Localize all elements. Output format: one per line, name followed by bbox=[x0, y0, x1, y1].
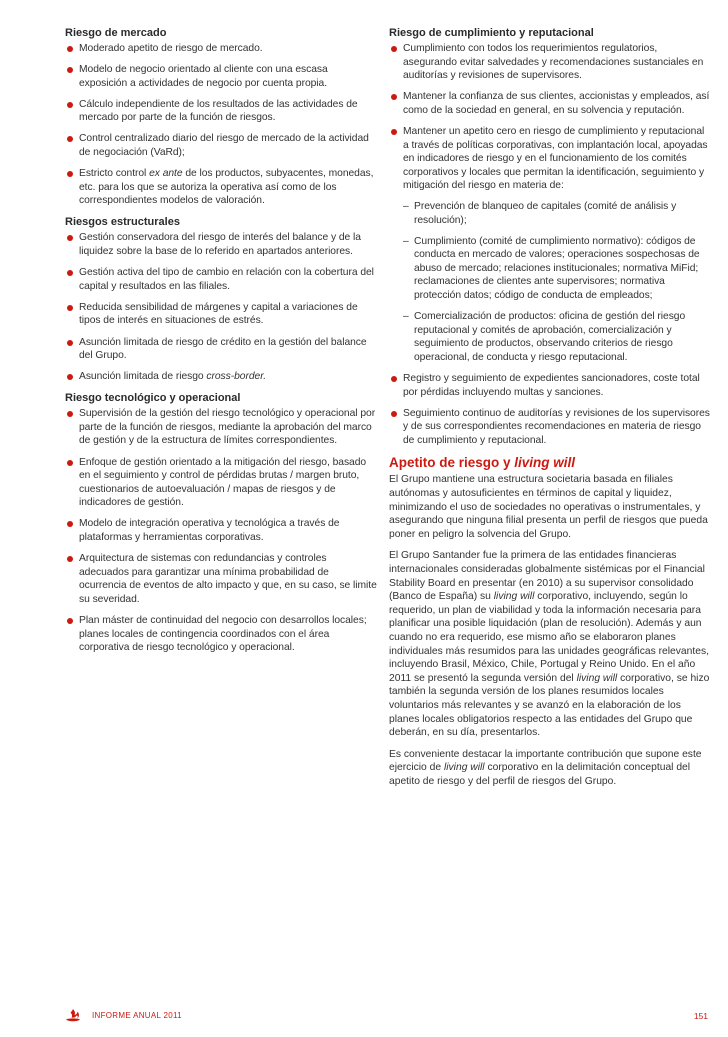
item-emphasis: ex ante bbox=[149, 168, 183, 180]
structural-risks-list bbox=[65, 231, 377, 383]
section-title-structural-risks: Riesgos estructurales bbox=[65, 216, 180, 229]
sub-list-item: – Cumplimiento (comité de cumplimiento normativo): códigos de conducta en mercado de valores; operaciones sospechosas de abuso de mercado; relaciones institucionales; normativa MiFid; reclamaciones de clientes ante supervisores; normativa protección datos; código de conducta de empleados; bbox=[403, 235, 711, 303]
title-text: Apetito de riesgo y bbox=[389, 455, 515, 471]
page-number: 151 bbox=[693, 1011, 708, 1021]
section-title-risk-appetite-living-will bbox=[389, 455, 711, 471]
list-item: Mantener la confianza de sus clientes, accionistas y empleados, así como de la sociedad en general, en su solvencia y reputación. bbox=[389, 90, 711, 117]
item-text: de los productos, subyacentes, monedas, etc. para los que se autoriza la operativa así como de los correspondientes modelos de valoración. bbox=[79, 168, 374, 207]
list-item: Supervisión de la gestión del riesgo tecnológico y operacional por parte de la función de riesgos, mediante la aprobación del marco de gestión y de la estructura de límites correspondientes. bbox=[65, 407, 377, 448]
title-emphasis: living will bbox=[514, 455, 576, 471]
list-item: Gestión conservadora del riesgo de interés del balance y de la liquidez sobre la base de lo referido en apartados anteriores. bbox=[65, 231, 377, 258]
list-item: Gestión activa del tipo de cambio en relación con la cobertura del capital y resultados en las filiales. bbox=[65, 266, 377, 293]
para-text: Es conveniente destacar la importante contribución que supone este ejercicio de bbox=[389, 748, 702, 774]
para-text: corporativo, se hizo también la segunda versión de los planes resumidos locales voluntarios más relevantes y se avanzó en la elaboración de los planes locales obligatorios respecto a las entidades del Grupo que deberán, en su día, presentarlos. bbox=[389, 672, 710, 739]
market-risk-list bbox=[65, 42, 377, 208]
compliance-risk-list bbox=[389, 42, 711, 447]
para-text: El Grupo Santander fue la primera de las entidades financieras internacionales consideradas globalmente sistémicas por el Financial Stability Board en presentar (en 2010) a su supervisor consolidado (Banco de España) su bbox=[389, 550, 705, 603]
list-item: Asunción limitada de riesgo de crédito en la gestión del balance del Grupo. bbox=[65, 336, 377, 363]
para-text: corporativo, incluyendo, según lo requerido, un plan de viabilidad y toda la información necesaria para planificar una posible liquidación (plan de resolución). Además y aun cuando no era requerido, ese mismo año se elaboraron planes individuales más resumidos para las unidades geográficas relevantes, incluyendo Brasil, México, Chile, Portugal y Reino Unido. En el año 2011 se presentó la segunda versión del bbox=[389, 591, 709, 684]
list-item bbox=[65, 167, 377, 208]
sub-list-item: – Comercialización de productos: oficina de gestión del riesgo reputacional y comités de aprobación, comercialización y seguimiento de productos, observando criterios de riesgo operacional, de conducta y riesgo reputacional. bbox=[403, 310, 711, 364]
list-item: Moderado apetito de riesgo de mercado. bbox=[65, 42, 377, 56]
para-text: corporativo en la delimitación conceptual del apetito de riesgo y del perfil de riesgos del Grupo. bbox=[389, 762, 691, 787]
left-column bbox=[65, 26, 377, 662]
list-item: Modelo de negocio orientado al cliente con una escasa exposición a actividades de negocio por cuenta propia. bbox=[65, 63, 377, 90]
list-item: Enfoque de gestión orientado a la mitigación del riesgo, basado en el seguimiento y control de pérdidas brutas / margen bruto, cuestionarios de autoevaluación / mapas de riesgos y de indicadores de gestión. bbox=[65, 456, 377, 510]
item-text: Mantener un apetito cero en riesgo de cumplimiento y reputacional a través de políticas corporativas, con implantación local, apoyadas en indicadores de riesgo y en el funcionamiento de los comités corporativos y locales que permitan la identificación, seguimiento y mitigación del riesgo en materia de: bbox=[403, 125, 708, 192]
list-item bbox=[389, 125, 711, 365]
para-emphasis: living will bbox=[493, 591, 535, 603]
right-column bbox=[389, 26, 711, 797]
list-item bbox=[65, 370, 377, 384]
list-item: Reducida sensibilidad de márgenes y capital a variaciones de tipos de interés en situaciones de estrés. bbox=[65, 301, 377, 328]
sub-list-item: – Prevención de blanqueo de capitales (comité de análisis y resolución); bbox=[403, 200, 711, 227]
section-title-compliance-risk: Riesgo de cumplimiento y reputacional bbox=[389, 27, 594, 39]
item-text: Estricto control bbox=[79, 168, 150, 180]
paragraph: El Grupo mantiene una estructura societaria basada en filiales autónomas y autosuficientes en términos de capital y liquidez, minimizando el uso de sociedades no operativas o instrumentales, y asegurando que ninguna filial presenta un perfil de riesgos que pueda poner en peligro la solvencia del Grupo. bbox=[389, 474, 708, 540]
section-title-tech-operational-risk: Riesgo tecnológico y operacional bbox=[65, 392, 241, 405]
paragraph bbox=[389, 549, 711, 739]
section-title-market-risk: Riesgo de mercado bbox=[65, 27, 167, 39]
list-item: Cumplimiento con todos los requerimientos regulatorios, asegurando evitar salvedades y recomendaciones sustanciales en auditorías y revisiones de supervisores. bbox=[389, 42, 711, 83]
list-item: Control centralizado diario del riesgo de mercado de la actividad de negociación (VaRd); bbox=[65, 132, 377, 159]
list-item: Registro y seguimiento de expedientes sancionadores, coste total por pérdidas incluyendo multas y sanciones. bbox=[389, 372, 711, 399]
para-emphasis: living will bbox=[443, 762, 485, 774]
list-item: Modelo de integración operativa y tecnológica a través de plataformas y herramientas corporativas. bbox=[65, 517, 377, 544]
tech-operational-risk-list bbox=[65, 407, 377, 655]
item-emphasis: cross-border. bbox=[206, 371, 267, 383]
list-item: Plan máster de continuidad del negocio con desarrollos locales; planes locales de contingencia coordinados con el área corporativa de riesgo tecnológico y operacional. bbox=[65, 614, 377, 655]
compliance-sub-list bbox=[403, 200, 711, 365]
footer-report-title: INFORME ANUAL 2011 bbox=[92, 1011, 182, 1020]
santander-flame-icon bbox=[65, 1008, 81, 1024]
paragraph bbox=[389, 748, 711, 789]
list-item: Cálculo independiente de los resultados de las actividades de mercado por parte de la función de riesgos. bbox=[65, 98, 377, 125]
list-item: Seguimiento continuo de auditorías y revisiones de los supervisores y de sus correspondientes recomendaciones en materia de riesgo de cumplimiento y reputacional. bbox=[389, 407, 711, 448]
list-item: Arquitectura de sistemas con redundancias y controles adecuados para garantizar una mínima probabilidad de ocurrencia de eventos de alto impacto y que, en su caso, se limite su severidad. bbox=[65, 552, 377, 606]
para-emphasis: living will bbox=[576, 672, 618, 684]
item-text: Asunción limitada de riesgo bbox=[79, 371, 207, 383]
